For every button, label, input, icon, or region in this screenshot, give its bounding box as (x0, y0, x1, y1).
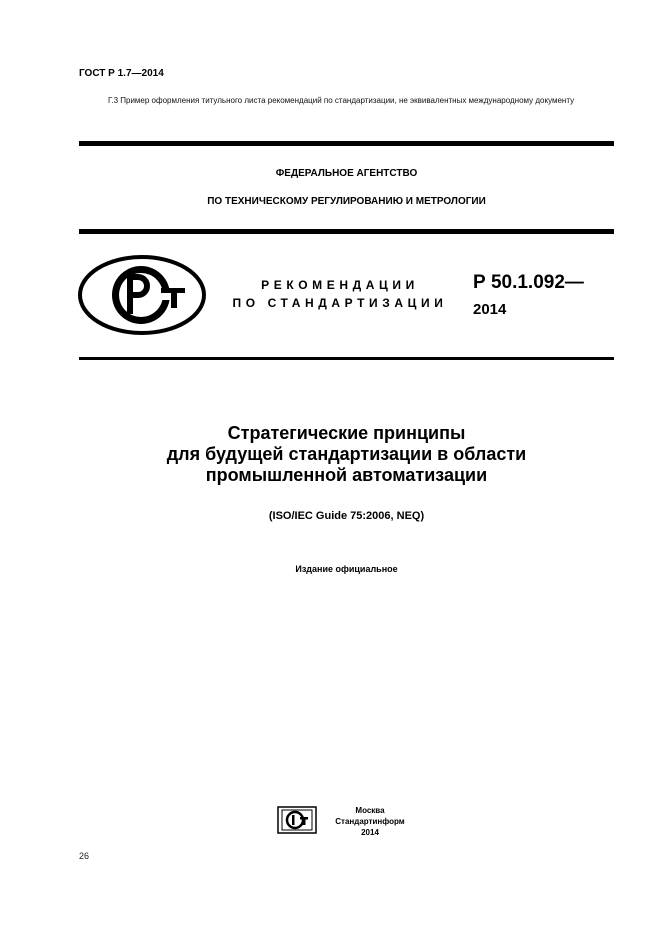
document-number: Р 50.1.092— (473, 272, 584, 293)
agency-line-2: ПО ТЕХНИЧЕСКОМУ РЕГУЛИРОВАНИЮ И МЕТРОЛОГИИ (207, 196, 486, 207)
standartinform-logo-icon (275, 804, 319, 836)
edition-note: Издание официальное (295, 564, 398, 574)
title-line-3: промышленной автоматизации (205, 465, 488, 485)
divider-bottom (79, 357, 614, 360)
document-year: 2014 (473, 301, 507, 318)
agency-line-1: ФЕДЕРАЛЬНОЕ АГЕНТСТВО (275, 168, 418, 179)
title-line-2: для будущей стандартизации в области (166, 444, 527, 464)
title-line-1: Стратегические принципы (227, 423, 466, 443)
figure-caption: Г.3 Пример оформления титульного листа рекомендаций по стандартизации, не эквивалентных международному документу (108, 96, 575, 105)
divider-middle (79, 229, 614, 234)
publisher-year: 2014 (361, 828, 379, 837)
doc-type-line-2: ПО СТАНДАРТИЗАЦИИ (232, 296, 448, 310)
standard-header: ГОСТ Р 1.7—2014 (79, 68, 164, 79)
gost-r-logo-icon (77, 254, 207, 336)
divider-top (79, 141, 614, 146)
page-number: 26 (79, 851, 90, 861)
publisher-name: Стандартинформ (335, 817, 405, 826)
publisher-city: Москва (355, 806, 385, 815)
publisher-block (324, 805, 416, 838)
iso-reference: (ISO/IEC Guide 75:2006, NEQ) (268, 510, 425, 522)
doc-type-line-1: РЕКОМЕНДАЦИИ (261, 278, 419, 292)
document-title (79, 423, 614, 486)
